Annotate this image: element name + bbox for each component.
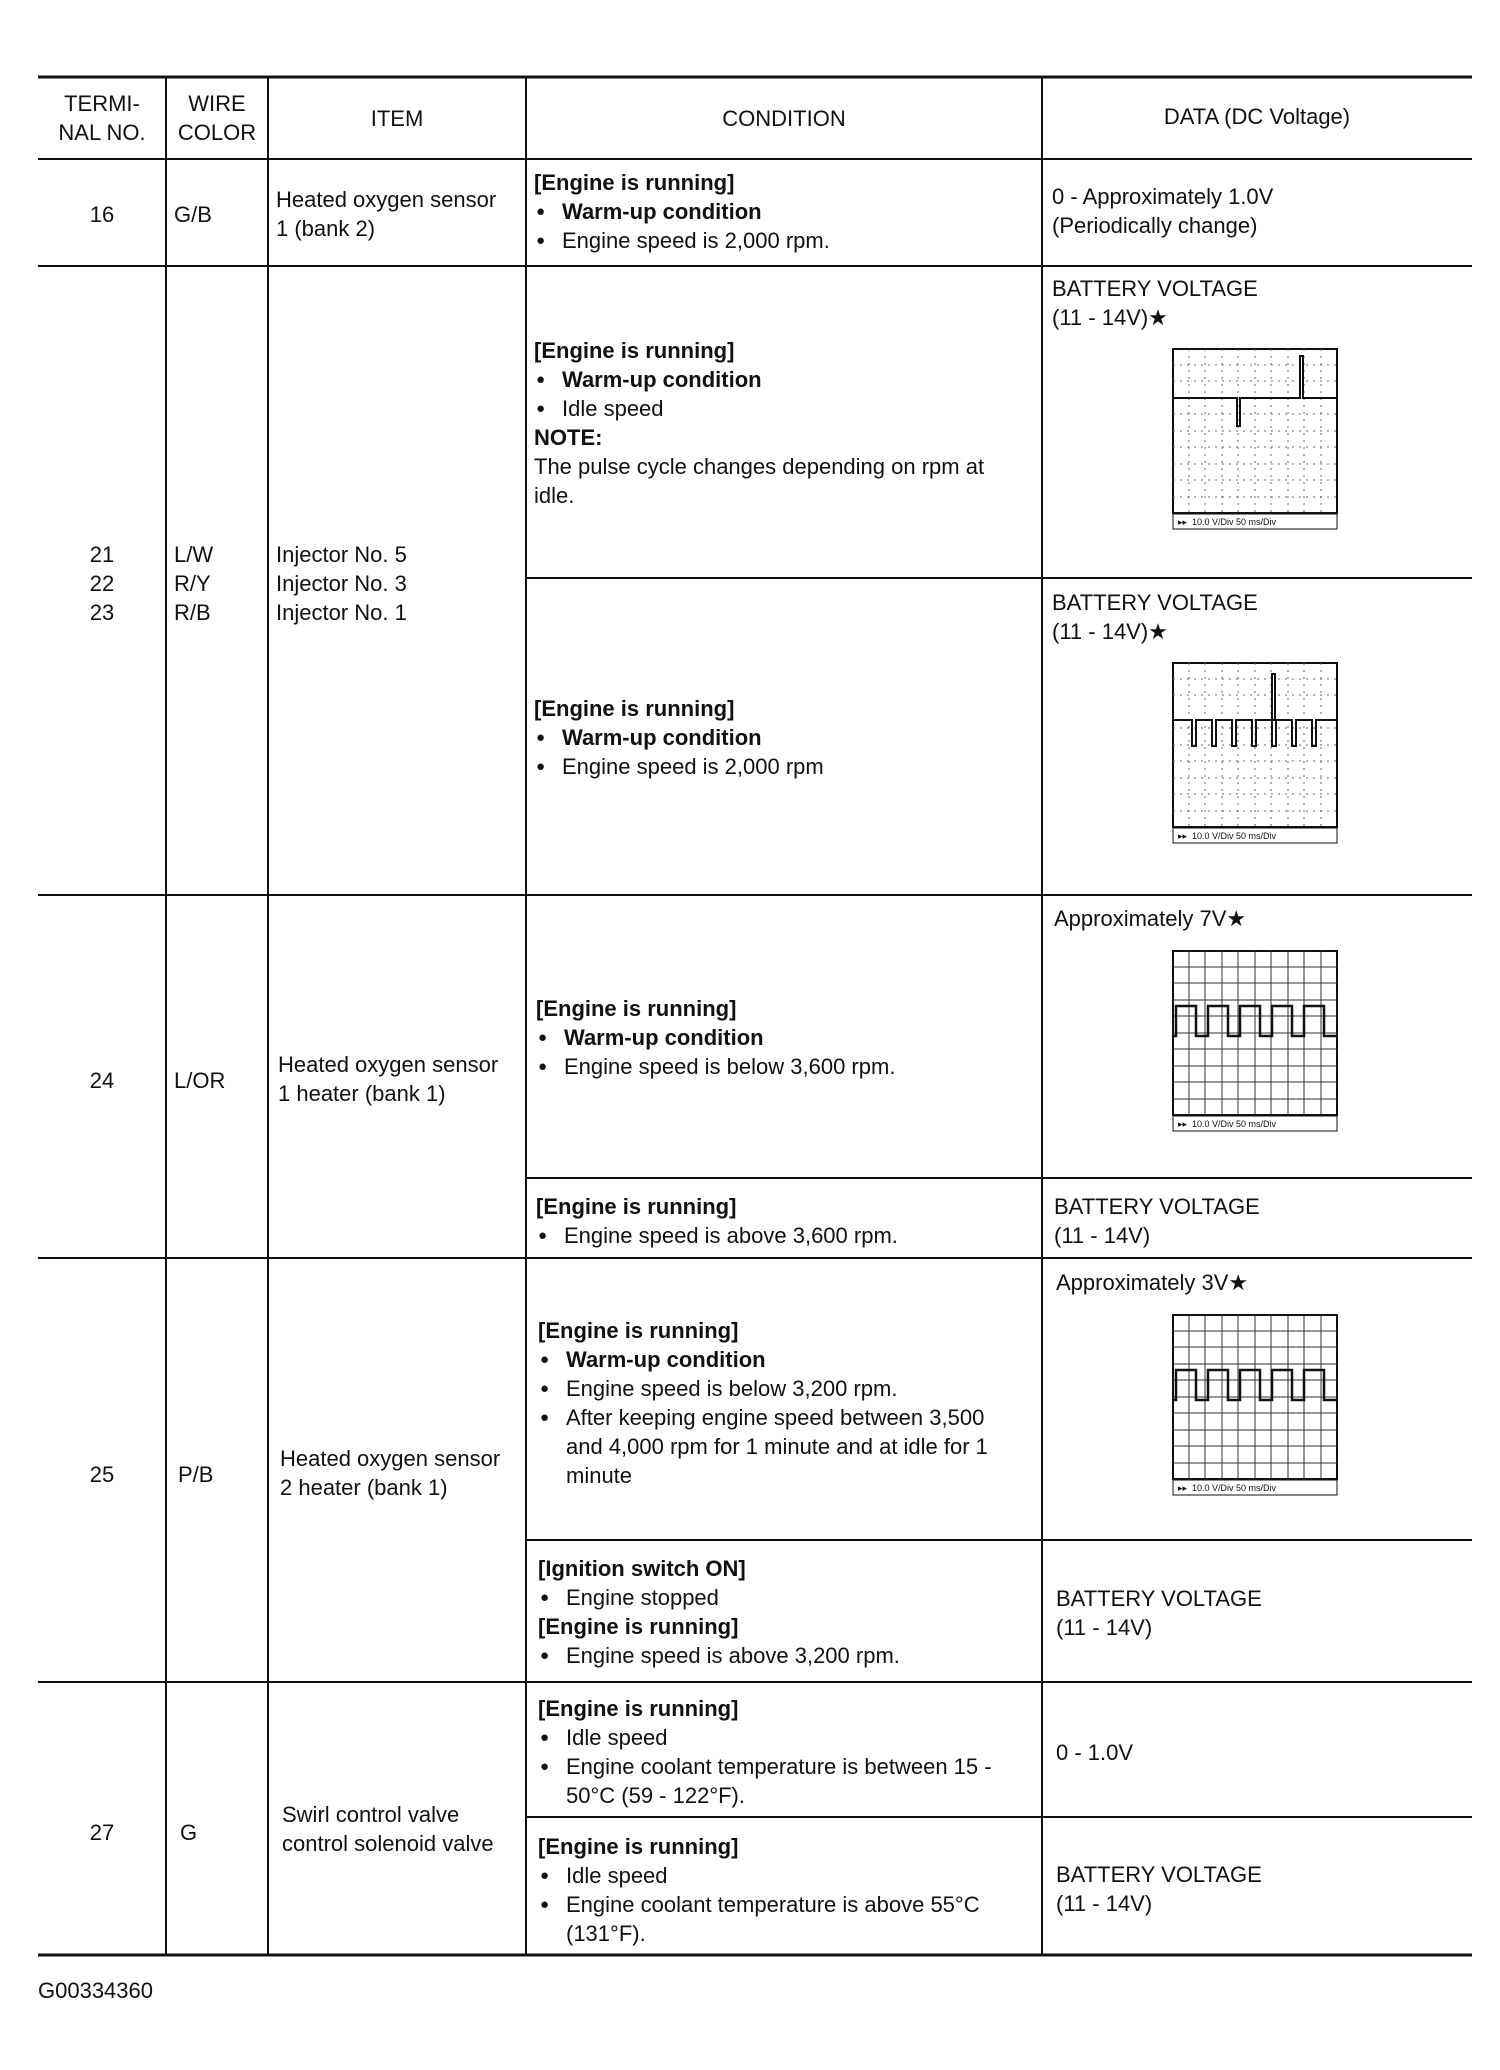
condition-25-below-bullet: ● After keeping engine speed between 3,500 [538,1403,1040,1432]
condition-21-idle-state: [Engine is running] [534,338,735,363]
scope-scale-label: 10.0 V/Div 50 ms/Div [1192,831,1277,841]
condition-21-2000rpm-state: [Engine is running] [534,696,735,721]
item-injector-5: Injector No. 5 [276,542,407,567]
data-24-below: Approximately 7V★ [1054,906,1247,931]
condition-24-below-state: [Engine is running] [536,996,737,1021]
item-16-line1: Heated oxygen sensor [276,187,497,212]
header-terminal-no [38,89,166,147]
wire-color-21: L/W [174,542,214,567]
item-16 [276,185,524,243]
condition-27-cool-cont: 50°C (59 - 122°F). [566,1783,745,1808]
data-16-line1: 0 - Approximately 1.0V [1052,184,1274,209]
data-24-above-line1: BATTERY VOLTAGE [1054,1194,1260,1219]
scope-scale-label: 10.0 V/Div 50 ms/Div [1192,1483,1277,1493]
data-27-cool: 0 - 1.0V [1056,1740,1134,1765]
item-injector-1: Injector No. 1 [276,600,407,625]
data-25-above-line1: BATTERY VOLTAGE [1056,1586,1262,1611]
header-wire-color [166,89,268,147]
condition-16-bullet: ● Engine speed is 2,000 rpm. [534,226,1038,255]
terminal-21: 21 [89,542,115,567]
condition-25-ignition-bullet: ● Engine stopped [538,1583,1040,1612]
condition-21-note-label: NOTE: [534,425,603,450]
condition-25-below-cont: minute [566,1463,633,1488]
figure-code: G00334360 [38,1978,153,2003]
data-27-warm-line1: BATTERY VOLTAGE [1056,1862,1262,1887]
data-21-idle-line2: (11 - 14V)★ [1052,305,1168,330]
condition-27-warm [538,1832,1040,1948]
data-21-2000rpm-line2: (11 - 14V)★ [1052,619,1168,644]
condition-27-cool-bullet: ● Engine coolant temperature is between 15 - [538,1752,1040,1781]
header-condition: CONDITION [722,106,846,131]
wire-color-25: P/B [178,1462,214,1487]
condition-27-cool [538,1694,1040,1810]
item-injectors [276,540,524,627]
header-terminal-line1: TERMI- [64,91,140,116]
wire-color-16: G/B [174,202,212,227]
svg-text:▸▸: ▸▸ [1178,517,1188,527]
scope-graph [1172,950,1338,1132]
data-21-2000rpm [1052,588,1468,646]
svg-text:▸▸: ▸▸ [1178,1119,1188,1129]
condition-21-note-line1: The pulse cycle changes depending on rpm at [534,454,985,479]
header-wire-line1: WIRE [188,91,246,116]
data-21-idle [1052,274,1468,332]
header-terminal-line2: NAL NO. [58,120,146,145]
data-21-2000rpm-line1: BATTERY VOLTAGE [1052,590,1258,615]
wire-color-22: R/Y [174,571,211,596]
data-21-idle-line1: BATTERY VOLTAGE [1052,276,1258,301]
scope-graph [1172,348,1338,530]
terminal-24: 24 [89,1068,115,1093]
terminal-23: 23 [89,600,115,625]
condition-16 [534,168,1038,255]
condition-21-idle [534,336,1040,510]
oscilloscope-o2-heater-25 [1172,1314,1338,1496]
condition-21-note-line2: idle. [534,483,575,508]
item-24-line1: Heated oxygen sensor [278,1052,499,1077]
condition-25-ignition-state: [Ignition switch ON] [538,1556,746,1581]
condition-25-running-state: [Engine is running] [538,1614,739,1639]
data-24-above [1054,1192,1468,1250]
condition-25-ignition [538,1554,1040,1670]
condition-21-2000rpm-bullet: ● Engine speed is 2,000 rpm [534,752,1040,781]
condition-24-below-bullet: ● Engine speed is below 3,600 rpm. [536,1052,1040,1081]
header-data: DATA (DC Voltage) [1163,104,1351,129]
wire-color-23: R/B [174,600,211,625]
item-injector-3: Injector No. 3 [276,571,407,596]
condition-16-bullet: ● Warm-up condition [534,197,1038,226]
scope-scale-label: 10.0 V/Div 50 ms/Div [1192,517,1277,527]
item-25 [280,1444,524,1502]
condition-24-above-state: [Engine is running] [536,1194,737,1219]
condition-25-below-bullet: ● Engine speed is below 3,200 rpm. [538,1374,1040,1403]
wire-color-24: L/OR [174,1068,226,1093]
item-27-line2: control solenoid valve [282,1831,494,1856]
header-wire-line2: COLOR [177,120,257,145]
condition-21-2000rpm [534,694,1040,781]
data-16-line2: (Periodically change) [1052,213,1258,238]
condition-25-below-cont: and 4,000 rpm for 1 minute and at idle for 1 [566,1434,988,1459]
condition-24-below [536,994,1040,1081]
data-25-below: Approximately 3V★ [1056,1270,1249,1295]
condition-24-below-bullet: ● Warm-up condition [536,1023,1040,1052]
terminal-25: 25 [89,1462,115,1487]
condition-27-warm-state: [Engine is running] [538,1834,739,1859]
condition-24-above-bullet: ● Engine speed is above 3,600 rpm. [536,1221,1040,1250]
oscilloscope-o2-heater-24 [1172,950,1338,1132]
item-27 [282,1800,524,1858]
svg-text:▸▸: ▸▸ [1178,1483,1188,1493]
condition-21-2000rpm-bullet: ● Warm-up condition [534,723,1040,752]
item-25-line2: 2 heater (bank 1) [280,1475,448,1500]
condition-21-idle-bullet: ● Warm-up condition [534,365,1040,394]
scope-scale-label: 10.0 V/Div 50 ms/Div [1192,1119,1277,1129]
scope-graph [1172,662,1338,844]
data-24-above-line2: (11 - 14V) [1054,1223,1151,1248]
data-27-warm-line2: (11 - 14V) [1056,1891,1153,1916]
condition-21-idle-bullet: ● Idle speed [534,394,1040,423]
condition-27-warm-bullet: ● Engine coolant temperature is above 55°C [538,1890,1040,1919]
oscilloscope-injector-2000rpm [1172,662,1338,844]
condition-25-below [538,1316,1040,1490]
terminal-16: 16 [89,202,115,227]
condition-25-below-state: [Engine is running] [538,1318,739,1343]
terminal-22: 22 [89,571,115,596]
header-item: ITEM [370,106,424,131]
condition-27-cool-state: [Engine is running] [538,1696,739,1721]
condition-16-state: [Engine is running] [534,170,735,195]
condition-27-warm-bullet: ● Idle speed [538,1861,1040,1890]
condition-25-below-bullet: ● Warm-up condition [538,1345,1040,1374]
data-16 [1052,182,1468,240]
wire-color-21-22-23 [174,540,213,627]
condition-25-running-bullet: ● Engine speed is above 3,200 rpm. [538,1641,1040,1670]
oscilloscope-injector-idle [1172,348,1338,530]
scope-graph [1172,1314,1338,1496]
condition-27-warm-cont: (131°F). [566,1921,646,1946]
data-25-above [1056,1584,1468,1642]
item-27-line1: Swirl control valve [282,1802,460,1827]
terminal-27: 27 [89,1820,115,1845]
item-25-line1: Heated oxygen sensor [280,1446,501,1471]
condition-27-cool-bullet: ● Idle speed [538,1723,1040,1752]
item-24 [278,1050,524,1108]
condition-24-above [536,1192,1040,1250]
terminal-21-22-23 [38,540,166,627]
item-16-line2: 1 (bank 2) [276,216,376,241]
item-24-line2: 1 heater (bank 1) [278,1081,446,1106]
wire-color-27: G [180,1820,198,1845]
data-27-warm [1056,1860,1468,1918]
svg-text:▸▸: ▸▸ [1178,831,1188,841]
data-25-above-line2: (11 - 14V) [1056,1615,1153,1640]
